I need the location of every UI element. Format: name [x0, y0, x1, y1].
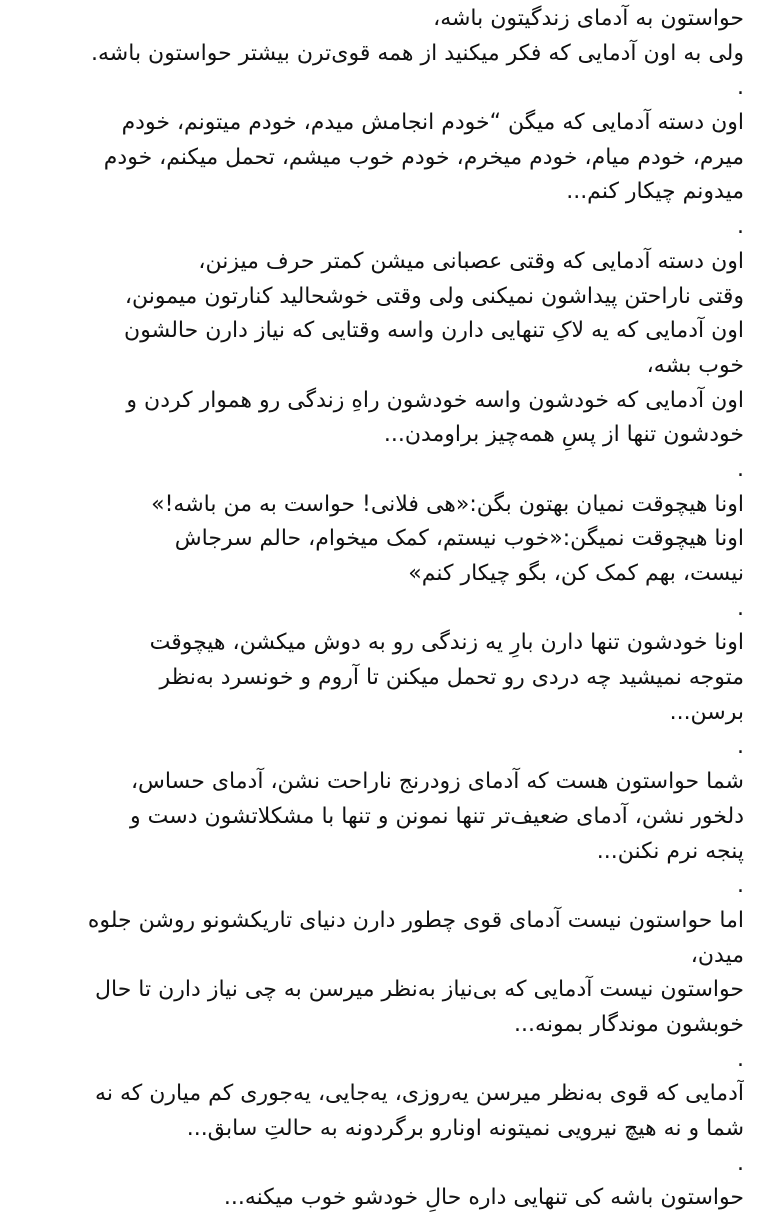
text-line: اما حواستون نیست آدمای قوی چطور دارن دنیای تاریکشونو روشن جلوه	[87, 907, 744, 933]
paragraph-6	[22, 765, 744, 869]
paragraph-separator: .	[737, 595, 744, 621]
paragraph-separator: .	[737, 1046, 744, 1072]
text-line: حواستون به آدمای زندگیتون باشه،	[433, 6, 744, 31]
text-line: دلخور نشن، آدمای ضعیف‌تر تنها نمونن و تنها با مشکلاتشون دست و	[130, 803, 744, 829]
paragraph-separator: .	[737, 873, 744, 899]
text-line: ولی به اون آدمایی که فکر میکنید از همه قوی‌ترن بیشتر حواستون باشه.	[91, 40, 744, 66]
text-line: شما حواستون هست که آدمای زودرنج ناراحت نشن، آدمای حساس،	[130, 769, 744, 795]
paragraph-separator: .	[737, 1150, 744, 1176]
text-line: خودشون تنها از پسِ همه‌چیز براومدن...	[383, 422, 744, 448]
text-line: حواستون نیست آدمایی که بی‌نیاز به‌نظر میرسن به چی نیاز دارن تا حال	[95, 977, 744, 1003]
text-line: میدونم چیکار کنم...	[566, 179, 744, 205]
text-line: اون آدمایی که خودشون واسه خودشون راهِ زندگی رو هموار کردن و	[126, 387, 744, 413]
paragraph-4	[22, 488, 744, 592]
text-line: آدمایی که قوی به‌نظر میرسن یه‌روزی، یه‌جایی، یه‌جوری کم میارن که نه	[95, 1081, 744, 1107]
text-line: میرم، خودم میام، خودم میخرم، خودم خوب میشم، تحمل میکنم، خودم	[103, 144, 744, 170]
text-line: اونا هیچوقت نمیگن:«خوب نیستم، کمک میخوام، حالم سرجاش	[174, 526, 744, 552]
paragraph-separator: .	[737, 75, 744, 101]
text-line: حواستون باشه کی تنهایی داره حالِ خودشو خوب میکنه...	[223, 1185, 744, 1211]
paragraph-8	[22, 1077, 744, 1146]
text-line: اونا خودشون تنها دارن بارِ یه زندگی رو به دوش میکشن، هیچوقت	[149, 630, 744, 656]
text-line: شما و نه هیچ نیرویی نمیتونه اونارو برگردونه به حالتِ سابق...	[186, 1116, 744, 1141]
paragraph-1	[22, 2, 744, 71]
paragraph-3	[22, 245, 744, 453]
paragraph-2	[22, 106, 744, 210]
text-line: وقتی ناراحتن پیداشون نمیکنی ولی وقتی خوشحالید کنارتون میمونن،	[124, 283, 744, 309]
text-line: اون دسته آدمایی که وقتی عصبانی میشن کمتر حرف میزنن،	[198, 248, 744, 274]
text-line: میدن،	[690, 942, 744, 968]
paragraph-separator: .	[737, 456, 744, 482]
text-line: خوبشون موندگار بمونه...	[514, 1011, 744, 1037]
paragraph-separator: .	[737, 214, 744, 240]
paragraph-separator: .	[737, 734, 744, 760]
text-line: نیست، بهم کمک کن، بگو چیکار کنم»	[408, 561, 744, 586]
text-line: پنجه نرم نکنن...	[596, 838, 744, 864]
text-line: متوجه نمیشید چه دردی رو تحمل میکنن تا آروم و خونسرد به‌نظر	[159, 665, 744, 691]
text-line: اون دسته آدمایی که میگن “خودم انجامش میدم، خودم میتونم، خودم	[121, 110, 744, 136]
text-line: اون آدمایی که یه لاکِ تنهایی دارن واسه وقتایی که نیاز دارن حالشون	[124, 318, 744, 344]
text-line: خوب بشه،	[646, 352, 744, 378]
text-line: اونا هیچوقت نمیان بهتون بگن:«هی فلانی! حواست به من باشه!»	[151, 491, 744, 517]
paragraph-9	[22, 1181, 744, 1216]
paragraph-5	[22, 626, 744, 730]
paragraph-7	[22, 904, 744, 1043]
text-line: برسن...	[669, 699, 744, 725]
